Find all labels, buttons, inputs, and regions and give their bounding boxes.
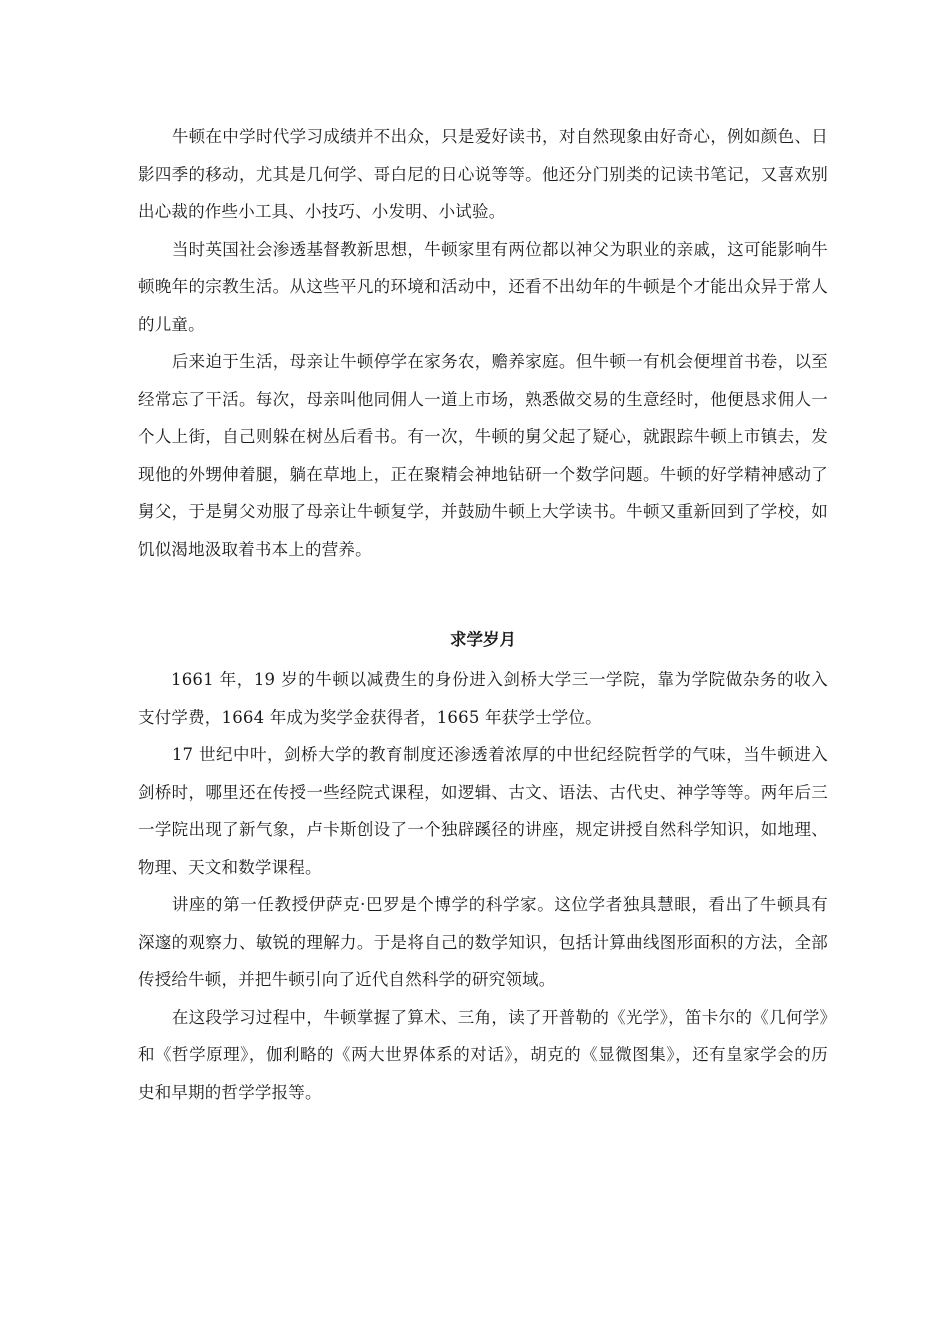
body-text-part2 — [138, 661, 828, 1111]
paragraph-studies: 在这段学习过程中，牛顿掌握了算术、三角，读了开普勒的《光学》，笛卡尔的《几何学》和《哲学原理》，伽利略的《两大世界体系的对话》，胡克的《显微图集》，还有皇家学会的历史和早期的哲学学报等。 — [138, 1007, 828, 1102]
paragraph-farming-and-reading: 后来迫于生活，母亲让牛顿停学在家务农，赡养家庭。但牛顿一有机会便埋首书卷，以至经常忘了干活。每次，母亲叫他同佣人一道上市场，熟悉做交易的生意经时，他便恳求佣人一个人上街，自己则躲在树丛后看书。有一次，牛顿的舅父起了疑心，就跟踪牛顿上市镇去，发现他的外甥伸着腿，躺在草地上，正在聚精会神地钻研一个数学问题。牛顿的好学精神感动了舅父，于是舅父劝服了母亲让牛顿复学，并鼓励牛顿上大学读书。牛顿又重新回到了学校，如饥似渴地汲取着书本上的营养。 — [138, 352, 828, 559]
body-text-part1 — [138, 118, 828, 568]
paragraph-newton-school: 牛顿在中学时代学习成绩并不出众，只是爱好读书，对自然现象由好奇心，例如颜色、日影四季的移动，尤其是几何学、哥白尼的日心说等等。他还分门别类的记读书笔记，又喜欢别出心裁的作些小工具、小技巧、小发明、小试验。 — [138, 127, 828, 221]
paragraph-cambridge-education: 17 世纪中叶，剑桥大学的教育制度还渗透着浓厚的中世纪经院哲学的气味，当牛顿进入剑桥时，哪里还在传授一些经院式课程，如逻辑、古文、语法、古代史、神学等等。两年后三一学院出现了新气象，卢卡斯创设了一个独辟蹊径的讲座，规定讲授自然科学知识，如地理、物理、天文和数学课程。 — [138, 745, 828, 877]
section-heading: 求学岁月 — [450, 630, 516, 649]
paragraph-religious-background: 当时英国社会渗透基督教新思想，牛顿家里有两位都以神父为职业的亲戚，这可能影响牛顿晚年的宗教生活。从这些平凡的环境和活动中，还看不出幼年的牛顿是个才能出众异于常人的儿童。 — [138, 239, 828, 334]
paragraph-barrow-lectures: 讲座的第一任教授伊萨克·巴罗是个博学的科学家。这位学者独具慧眼，看出了牛顿具有深邃的观察力、敏锐的理解力。于是将自己的数学知识，包括计算曲线图形面积的方法，全部传授给牛顿，并把牛顿引向了近代自然科学的研究领域。 — [138, 895, 828, 989]
paragraph-cambridge-entry: 1661 年，19 岁的牛顿以减费生的身份进入剑桥大学三一学院，靠为学院做杂务的收入支付学费，1664 年成为奖学金获得者，1665 年获学士学位。 — [138, 670, 828, 727]
